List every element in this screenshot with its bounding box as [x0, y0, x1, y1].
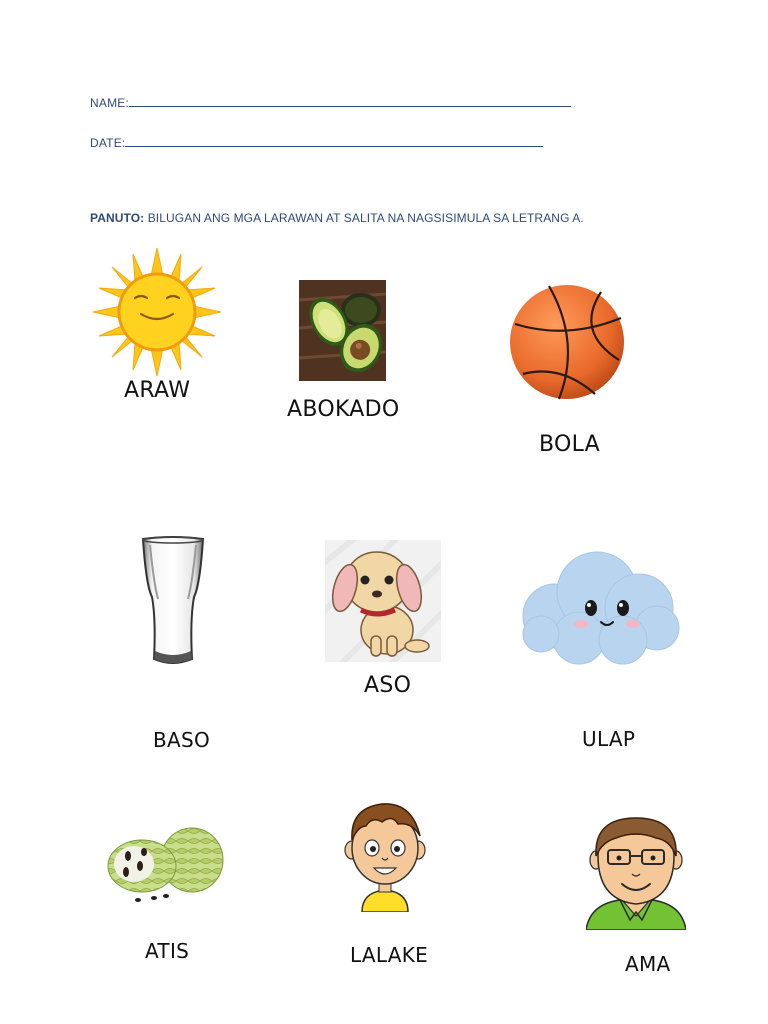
word-baso: BASO [153, 728, 211, 752]
father-icon [586, 816, 686, 930]
date-line[interactable] [125, 135, 543, 147]
word-ama: AMA [625, 952, 671, 976]
sugar-apple-icon [104, 816, 226, 908]
date-field[interactable] [90, 135, 543, 150]
word-lalake: LALAKE [350, 943, 429, 967]
name-label: NAME: [90, 96, 130, 110]
word-ulap: ULAP [582, 727, 636, 751]
basketball-icon [509, 282, 627, 404]
name-line[interactable] [129, 95, 571, 107]
instructions-label: PANUTO: [90, 211, 145, 225]
glass-icon [140, 535, 206, 668]
sun-icon [91, 246, 223, 378]
word-abokado: ABOKADO [287, 397, 400, 422]
name-field[interactable] [90, 95, 571, 110]
puppy-icon [325, 540, 441, 662]
date-label: DATE: [90, 136, 126, 150]
instructions-text: BILUGAN ANG MGA LARAWAN AT SALITA NA NAGSISIMULA SA LETRANG A. [144, 211, 584, 225]
avocado-icon [299, 280, 386, 381]
word-bola: BOLA [539, 432, 601, 457]
word-araw: ARAW [124, 378, 191, 403]
word-aso: ASO [364, 673, 412, 698]
cloud-icon [519, 546, 681, 672]
boy-icon [342, 800, 428, 912]
instructions [90, 211, 584, 225]
word-atis: ATIS [145, 939, 190, 963]
